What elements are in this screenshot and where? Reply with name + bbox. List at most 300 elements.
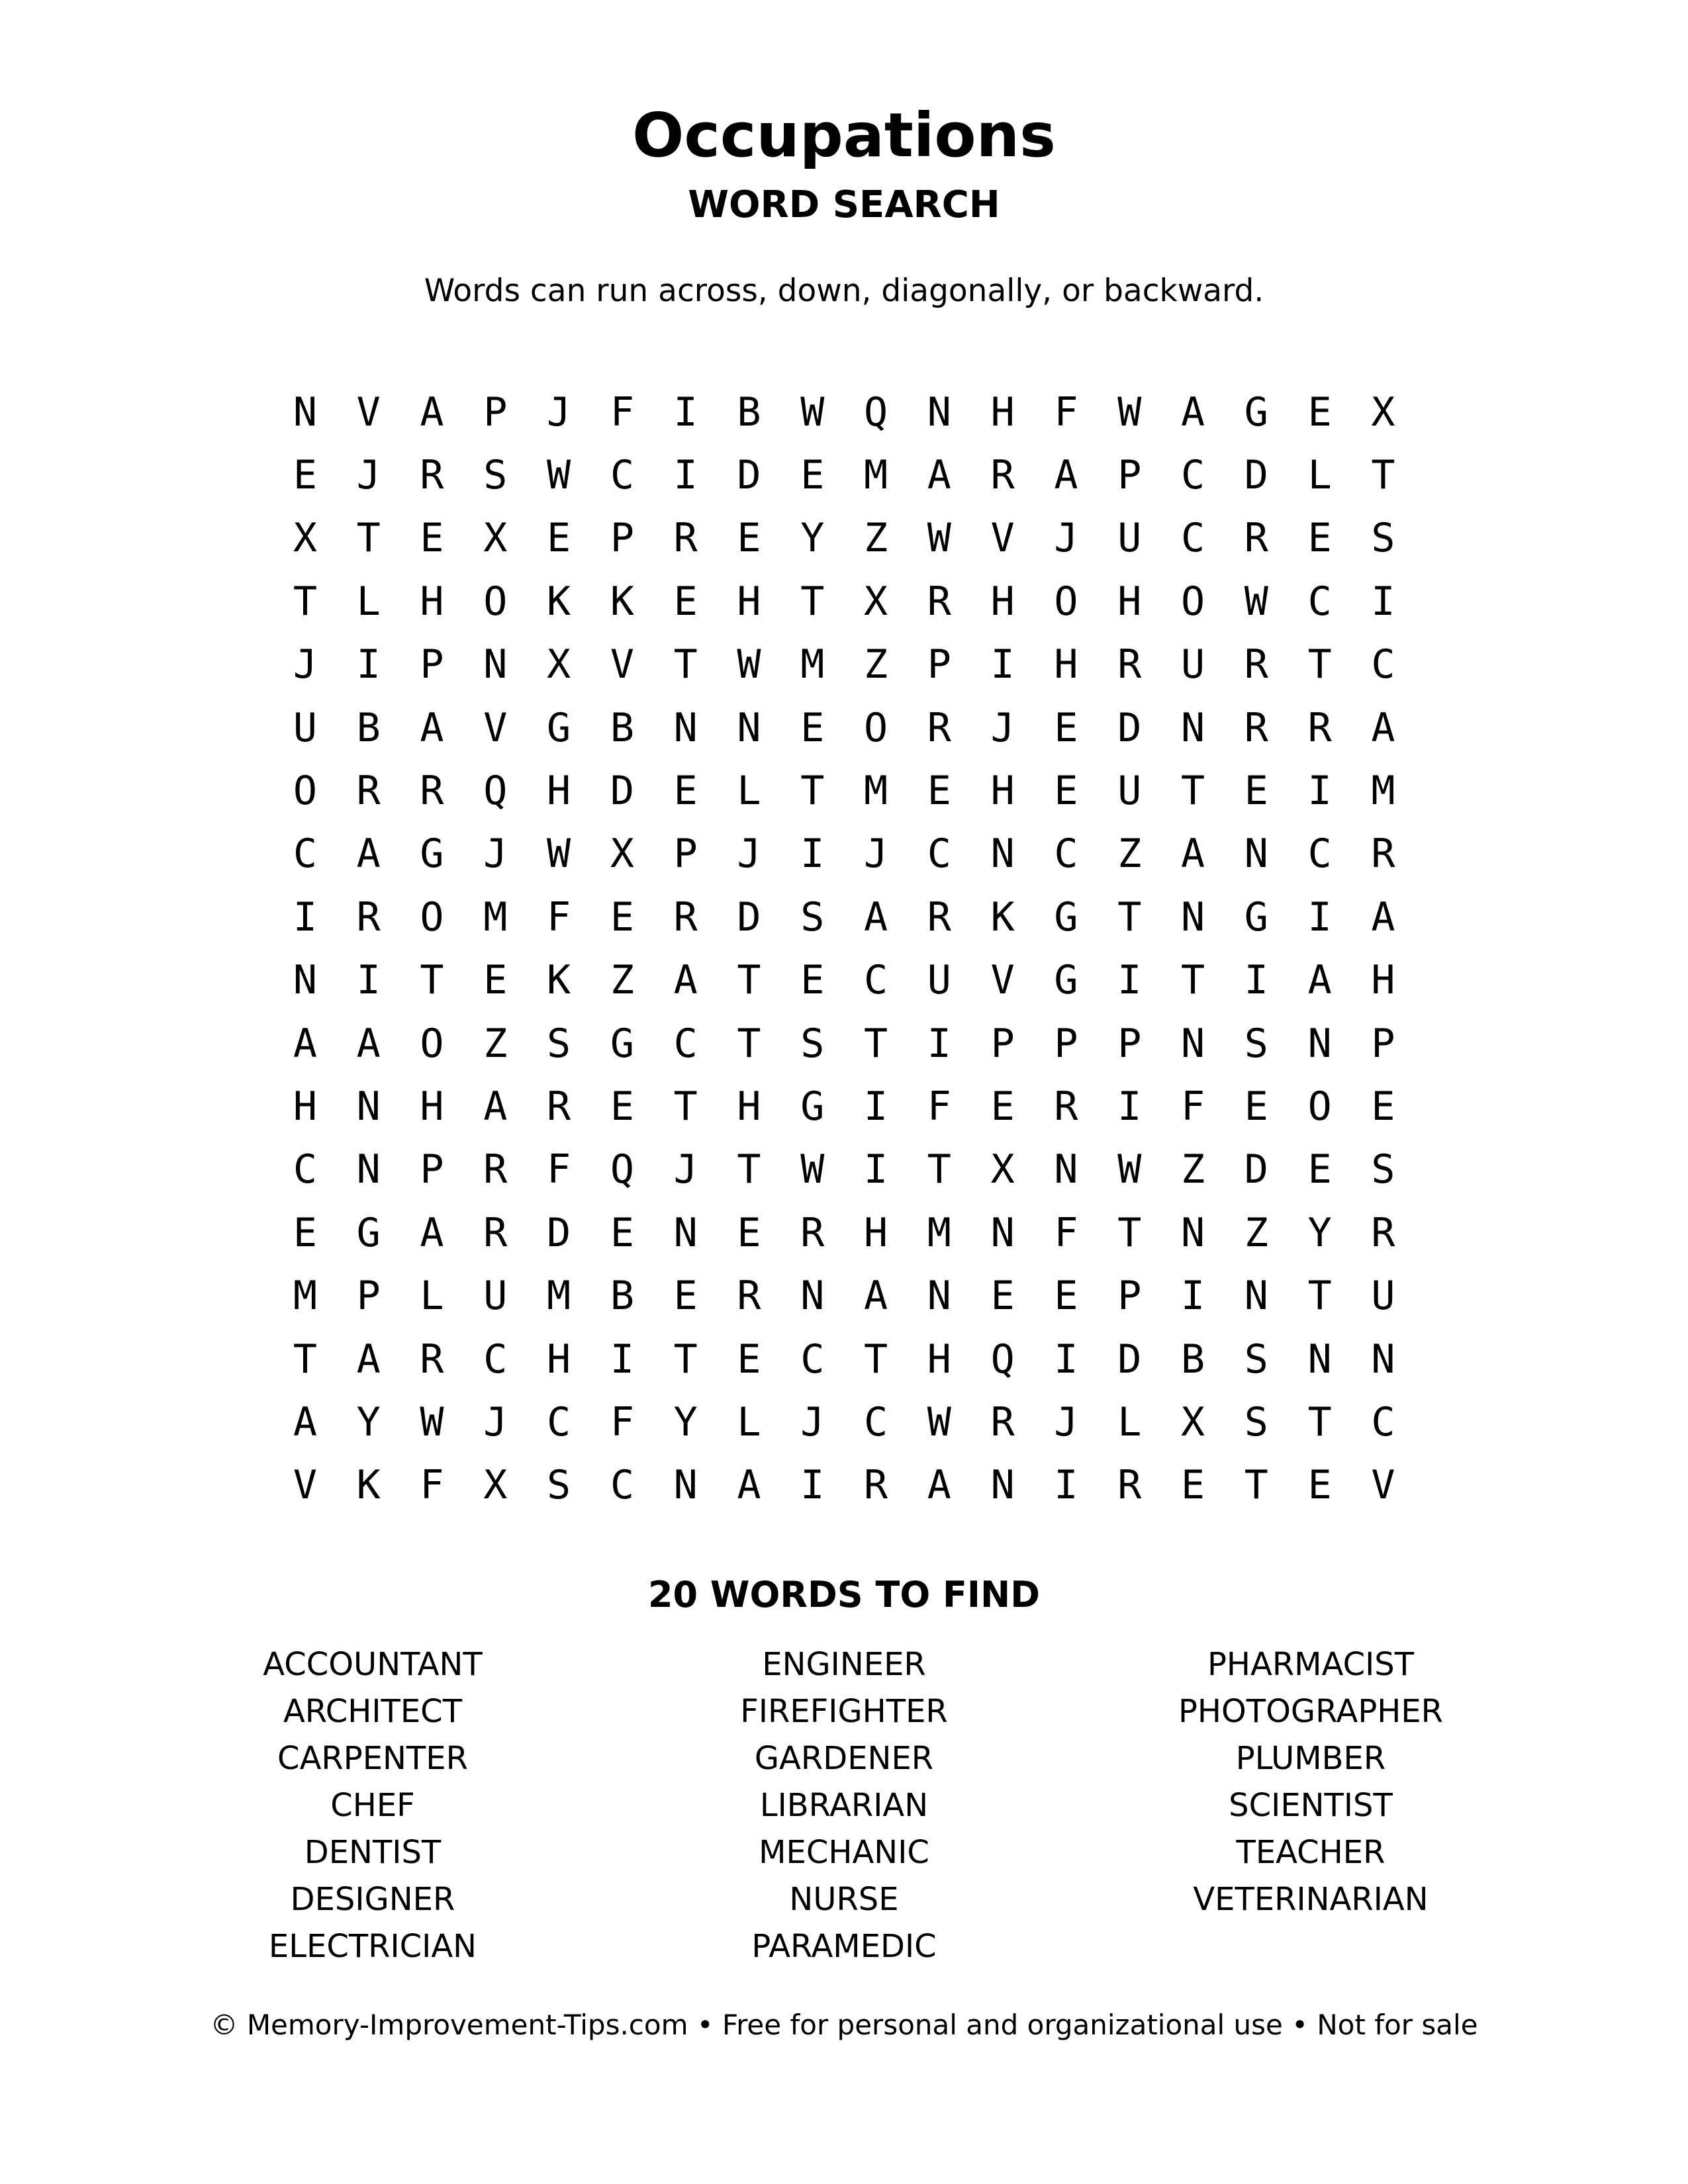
word-list-item: DENTIST (304, 1834, 442, 1871)
grid-letter: V (990, 515, 1015, 562)
grid-letter: N (1180, 1020, 1205, 1067)
grid-letter: V (356, 388, 381, 435)
grid-letter: E (737, 515, 761, 562)
grid-letter: T (800, 578, 825, 625)
grid-letter: S (483, 452, 508, 499)
grid-letter: O (1180, 578, 1205, 625)
grid-letter: Z (1117, 831, 1142, 878)
grid-letter: O (293, 768, 317, 815)
grid-letter: N (737, 704, 761, 751)
grid-letter: E (673, 578, 698, 625)
grid-letter: H (864, 1209, 888, 1256)
grid-letter: F (1054, 388, 1078, 435)
word-list-item: CARPENTER (277, 1740, 468, 1777)
grid-letter: O (420, 1020, 444, 1067)
grid-letter: X (610, 831, 634, 878)
grid-letter: M (864, 768, 888, 815)
grid-letter: N (990, 1209, 1015, 1256)
grid-letter: C (864, 957, 888, 1004)
grid-letter: N (1244, 831, 1268, 878)
word-list-item: ARCHITECT (283, 1693, 463, 1730)
grid-letter: H (1054, 641, 1078, 688)
grid-letter: E (1307, 388, 1332, 435)
grid-letter: R (1244, 641, 1268, 688)
grid-letter: R (927, 704, 951, 751)
grid-letter: C (1054, 831, 1078, 878)
grid-letter: G (420, 831, 444, 878)
grid-letter: S (547, 1462, 571, 1509)
grid-letter: R (1244, 515, 1268, 562)
grid-letter: X (293, 515, 317, 562)
grid-letter: Z (864, 515, 888, 562)
grid-letter: O (483, 578, 508, 625)
grid-letter: K (547, 957, 571, 1004)
grid-letter: L (737, 768, 761, 815)
grid-letter: I (673, 388, 698, 435)
grid-letter: L (1307, 452, 1332, 499)
grid-letter: T (356, 515, 381, 562)
grid-letter: T (737, 1020, 761, 1067)
grid-letter: R (927, 893, 951, 940)
grid-letter: J (483, 831, 508, 878)
grid-letter: Q (610, 1146, 634, 1193)
word-list-item: FIREFIGHTER (740, 1693, 948, 1730)
grid-letter: M (547, 1273, 571, 1320)
page-subtitle: WORD SEARCH (688, 183, 1000, 226)
word-list-item: ACCOUNTANT (263, 1646, 483, 1683)
grid-letter: S (547, 1020, 571, 1067)
grid-letter: X (1180, 1398, 1205, 1445)
grid-letter: N (1054, 1146, 1078, 1193)
grid-letter: S (1371, 515, 1395, 562)
grid-letter: P (1054, 1020, 1078, 1067)
grid-letter: E (1054, 1273, 1078, 1320)
grid-letter: H (1117, 578, 1142, 625)
grid-letter: H (420, 578, 444, 625)
grid-letter: H (737, 578, 761, 625)
grid-letter: W (1117, 1146, 1142, 1193)
grid-letter: T (293, 578, 317, 625)
grid-letter: L (737, 1398, 761, 1445)
grid-letter: E (737, 1209, 761, 1256)
grid-letter: L (1117, 1398, 1142, 1445)
grid-letter: R (1244, 704, 1268, 751)
grid-letter: T (927, 1146, 951, 1193)
grid-letter: H (990, 768, 1015, 815)
grid-letter: W (800, 1146, 825, 1193)
words-heading: 20 WORDS TO FIND (647, 1574, 1041, 1615)
grid-letter: I (1371, 578, 1395, 625)
word-list-item: PLUMBER (1235, 1740, 1386, 1777)
grid-letter: L (420, 1273, 444, 1320)
grid-letter: J (864, 831, 888, 878)
grid-letter: I (356, 957, 381, 1004)
grid-letter: L (356, 578, 381, 625)
grid-letter: U (1117, 768, 1142, 815)
grid-letter: A (420, 388, 444, 435)
grid-letter: E (610, 893, 634, 940)
grid-letter: B (610, 704, 634, 751)
grid-letter: H (1371, 957, 1395, 1004)
grid-letter: J (990, 704, 1015, 751)
grid-letter: V (990, 957, 1015, 1004)
grid-letter: Z (483, 1020, 508, 1067)
grid-letter: T (1371, 452, 1395, 499)
word-list-item: CHEF (330, 1787, 415, 1824)
grid-letter: C (673, 1020, 698, 1067)
grid-letter: X (547, 641, 571, 688)
grid-letter: I (1054, 1336, 1078, 1383)
grid-letter: N (1371, 1336, 1395, 1383)
grid-letter: A (1180, 388, 1205, 435)
grid-letter: G (1054, 893, 1078, 940)
grid-letter: Z (610, 957, 634, 1004)
grid-letter: V (1371, 1462, 1395, 1509)
grid-letter: W (1117, 388, 1142, 435)
grid-letter: W (927, 1398, 951, 1445)
word-list-item: LIBRARIAN (759, 1787, 929, 1824)
grid-letter: Q (483, 768, 508, 815)
grid-letter: E (673, 768, 698, 815)
grid-letter: T (1180, 768, 1205, 815)
grid-letter: Z (1244, 1209, 1268, 1256)
grid-letter: Z (864, 641, 888, 688)
grid-letter: A (1307, 957, 1332, 1004)
grid-letter: Q (864, 388, 888, 435)
grid-letter: E (1054, 768, 1078, 815)
grid-letter: C (1307, 578, 1332, 625)
grid-letter: E (293, 1209, 317, 1256)
grid-letter: P (990, 1020, 1015, 1067)
grid-letter: R (1371, 831, 1395, 878)
grid-letter: A (356, 831, 381, 878)
grid-letter: P (673, 831, 698, 878)
grid-letter: R (420, 452, 444, 499)
grid-letter: I (1307, 893, 1332, 940)
grid-letter: E (293, 452, 317, 499)
grid-letter: G (1244, 893, 1268, 940)
grid-letter: R (420, 1336, 444, 1383)
grid-letter: A (483, 1083, 508, 1130)
grid-letter: R (1307, 704, 1332, 751)
grid-letter: A (420, 1209, 444, 1256)
grid-letter: R (1054, 1083, 1078, 1130)
grid-letter: J (547, 388, 571, 435)
grid-letter: F (610, 388, 634, 435)
grid-letter: N (1244, 1273, 1268, 1320)
grid-letter: C (547, 1398, 571, 1445)
grid-letter: E (800, 452, 825, 499)
grid-letter: O (864, 704, 888, 751)
grid-letter: I (864, 1083, 888, 1130)
grid-letter: C (800, 1336, 825, 1383)
grid-letter: T (1244, 1462, 1268, 1509)
grid-letter: J (356, 452, 381, 499)
grid-letter: R (1117, 1462, 1142, 1509)
grid-letter: G (1054, 957, 1078, 1004)
grid-letter: I (990, 641, 1015, 688)
grid-letter: C (1371, 641, 1395, 688)
word-list-column-3 (1079, 1641, 1542, 1923)
grid-letter: P (1117, 1273, 1142, 1320)
grid-letter: R (990, 1398, 1015, 1445)
grid-letter: N (483, 641, 508, 688)
grid-letter: C (610, 452, 634, 499)
grid-letter: A (1371, 704, 1395, 751)
grid-letter: P (1371, 1020, 1395, 1067)
grid-letter: G (610, 1020, 634, 1067)
grid-letter: X (483, 1462, 508, 1509)
grid-letter: E (927, 768, 951, 815)
grid-letter: B (1180, 1336, 1205, 1383)
grid-letter: H (990, 388, 1015, 435)
grid-letter: N (1180, 893, 1205, 940)
grid-letter: R (547, 1083, 571, 1130)
grid-letter: I (927, 1020, 951, 1067)
grid-letter: H (293, 1083, 317, 1130)
grid-letter: J (1054, 1398, 1078, 1445)
grid-letter: N (673, 1209, 698, 1256)
grid-letter: P (1117, 1020, 1142, 1067)
grid-letter: H (547, 768, 571, 815)
grid-letter: R (673, 893, 698, 940)
grid-letter: N (356, 1083, 381, 1130)
grid-letter: C (1180, 515, 1205, 562)
grid-letter: F (420, 1462, 444, 1509)
grid-letter: R (864, 1462, 888, 1509)
word-list-item: MECHANIC (759, 1834, 929, 1871)
grid-letter: T (800, 768, 825, 815)
grid-letter: R (356, 893, 381, 940)
grid-letter: H (420, 1083, 444, 1130)
grid-letter: D (737, 893, 761, 940)
grid-letter: E (483, 957, 508, 1004)
grid-letter: R (990, 452, 1015, 499)
grid-letter: C (864, 1398, 888, 1445)
word-list-item: GARDENER (754, 1740, 934, 1777)
grid-letter: Y (673, 1398, 698, 1445)
grid-letter: T (1117, 1209, 1142, 1256)
grid-letter: W (1244, 578, 1268, 625)
grid-letter: A (356, 1020, 381, 1067)
grid-letter: T (1307, 1273, 1332, 1320)
grid-letter: T (673, 1336, 698, 1383)
grid-letter: C (927, 831, 951, 878)
grid-letter: D (547, 1209, 571, 1256)
grid-letter: N (927, 388, 951, 435)
grid-letter: R (1117, 641, 1142, 688)
grid-letter: P (927, 641, 951, 688)
grid-letter: I (1117, 957, 1142, 1004)
grid-letter: F (610, 1398, 634, 1445)
grid-letter: H (927, 1336, 951, 1383)
grid-letter: J (483, 1398, 508, 1445)
grid-letter: M (293, 1273, 317, 1320)
grid-letter: T (864, 1020, 888, 1067)
word-list-item: PARAMEDIC (751, 1928, 937, 1965)
grid-letter: P (356, 1273, 381, 1320)
grid-letter: D (1244, 1146, 1268, 1193)
letter-grid (273, 381, 1415, 1519)
grid-letter: T (1307, 1398, 1332, 1445)
grid-letter: M (1371, 768, 1395, 815)
grid-letter: A (356, 1336, 381, 1383)
grid-letter: V (293, 1462, 317, 1509)
grid-letter: N (990, 831, 1015, 878)
grid-letter: A (864, 893, 888, 940)
grid-letter: E (1180, 1462, 1205, 1509)
grid-letter: C (1371, 1398, 1395, 1445)
grid-letter: D (1117, 704, 1142, 751)
grid-letter: N (1307, 1336, 1332, 1383)
grid-letter: M (800, 641, 825, 688)
grid-letter: J (673, 1146, 698, 1193)
grid-letter: C (1180, 452, 1205, 499)
grid-letter: R (483, 1209, 508, 1256)
grid-letter: R (737, 1273, 761, 1320)
grid-letter: N (356, 1146, 381, 1193)
word-list-column-1 (141, 1641, 604, 1970)
word-list-item: SCIENTIST (1229, 1787, 1393, 1824)
grid-letter: E (610, 1083, 634, 1130)
grid-letter: R (800, 1209, 825, 1256)
grid-letter: W (800, 388, 825, 435)
grid-letter: N (1307, 1020, 1332, 1067)
grid-letter: W (547, 452, 571, 499)
grid-letter: E (1307, 1462, 1332, 1509)
grid-letter: G (547, 704, 571, 751)
grid-letter: I (1180, 1273, 1205, 1320)
grid-letter: N (293, 957, 317, 1004)
grid-letter: K (547, 578, 571, 625)
grid-letter: U (483, 1273, 508, 1320)
grid-letter: J (800, 1398, 825, 1445)
grid-letter: H (990, 578, 1015, 625)
grid-letter: A (737, 1462, 761, 1509)
grid-letter: E (1307, 1146, 1332, 1193)
grid-letter: C (293, 831, 317, 878)
grid-letter: S (800, 1020, 825, 1067)
grid-letter: S (800, 893, 825, 940)
grid-letter: I (610, 1336, 634, 1383)
grid-letter: W (420, 1398, 444, 1445)
grid-letter: R (1371, 1209, 1395, 1256)
grid-letter: R (356, 768, 381, 815)
grid-letter: R (483, 1146, 508, 1193)
grid-letter: A (1371, 893, 1395, 940)
grid-letter: B (610, 1273, 634, 1320)
grid-letter: E (800, 957, 825, 1004)
grid-letter: J (293, 641, 317, 688)
grid-letter: P (420, 1146, 444, 1193)
grid-letter: R (420, 768, 444, 815)
grid-letter: A (420, 704, 444, 751)
grid-letter: I (1054, 1462, 1078, 1509)
grid-letter: P (420, 641, 444, 688)
grid-letter: U (1180, 641, 1205, 688)
grid-letter: M (927, 1209, 951, 1256)
grid-letter: I (356, 641, 381, 688)
grid-letter: I (800, 831, 825, 878)
grid-letter: F (547, 893, 571, 940)
grid-letter: I (1307, 768, 1332, 815)
grid-letter: E (673, 1273, 698, 1320)
grid-letter: M (483, 893, 508, 940)
grid-letter: I (1244, 957, 1268, 1004)
grid-letter: N (673, 1462, 698, 1509)
grid-letter: G (800, 1083, 825, 1130)
grid-letter: B (356, 704, 381, 751)
grid-letter: K (356, 1462, 381, 1509)
grid-letter: U (1371, 1273, 1395, 1320)
grid-letter: R (673, 515, 698, 562)
grid-letter: D (737, 452, 761, 499)
grid-letter: H (737, 1083, 761, 1130)
grid-letter: I (673, 452, 698, 499)
grid-letter: D (1117, 1336, 1142, 1383)
grid-letter: W (737, 641, 761, 688)
grid-letter: A (673, 957, 698, 1004)
grid-letter: E (1054, 704, 1078, 751)
page-title: Occupations (632, 100, 1056, 171)
grid-letter: N (990, 1462, 1015, 1509)
grid-letter: U (293, 704, 317, 751)
word-list-item: PHARMACIST (1207, 1646, 1415, 1683)
grid-letter: C (1307, 831, 1332, 878)
grid-letter: I (800, 1462, 825, 1509)
grid-letter: X (1371, 388, 1395, 435)
grid-letter: X (864, 578, 888, 625)
grid-letter: Q (990, 1336, 1015, 1383)
grid-letter: W (927, 515, 951, 562)
grid-letter: T (1180, 957, 1205, 1004)
word-list-item: NURSE (789, 1881, 899, 1918)
grid-letter: K (610, 578, 634, 625)
grid-letter: P (483, 388, 508, 435)
grid-letter: E (1244, 1083, 1268, 1130)
grid-letter: P (1117, 452, 1142, 499)
grid-letter: Y (356, 1398, 381, 1445)
word-list-item: DESIGNER (290, 1881, 455, 1918)
grid-letter: T (420, 957, 444, 1004)
grid-letter: E (1244, 768, 1268, 815)
grid-letter: T (737, 957, 761, 1004)
grid-letter: N (800, 1273, 825, 1320)
word-list-item: PHOTOGRAPHER (1178, 1693, 1444, 1730)
grid-letter: N (927, 1273, 951, 1320)
grid-letter: D (1244, 452, 1268, 499)
grid-letter: N (293, 388, 317, 435)
grid-letter: T (673, 1083, 698, 1130)
grid-letter: S (1244, 1398, 1268, 1445)
grid-letter: E (1371, 1083, 1395, 1130)
grid-letter: O (1307, 1083, 1332, 1130)
grid-letter: T (1307, 641, 1332, 688)
grid-letter: E (990, 1273, 1015, 1320)
grid-letter: B (737, 388, 761, 435)
word-list-item: VETERINARIAN (1193, 1881, 1429, 1918)
grid-letter: K (990, 893, 1015, 940)
grid-letter: N (1180, 704, 1205, 751)
grid-letter: A (1180, 831, 1205, 878)
grid-letter: E (990, 1083, 1015, 1130)
grid-letter: A (864, 1273, 888, 1320)
grid-letter: Z (1180, 1146, 1205, 1193)
grid-letter: F (927, 1083, 951, 1130)
grid-letter: A (1054, 452, 1078, 499)
grid-letter: N (673, 704, 698, 751)
grid-letter: T (864, 1336, 888, 1383)
